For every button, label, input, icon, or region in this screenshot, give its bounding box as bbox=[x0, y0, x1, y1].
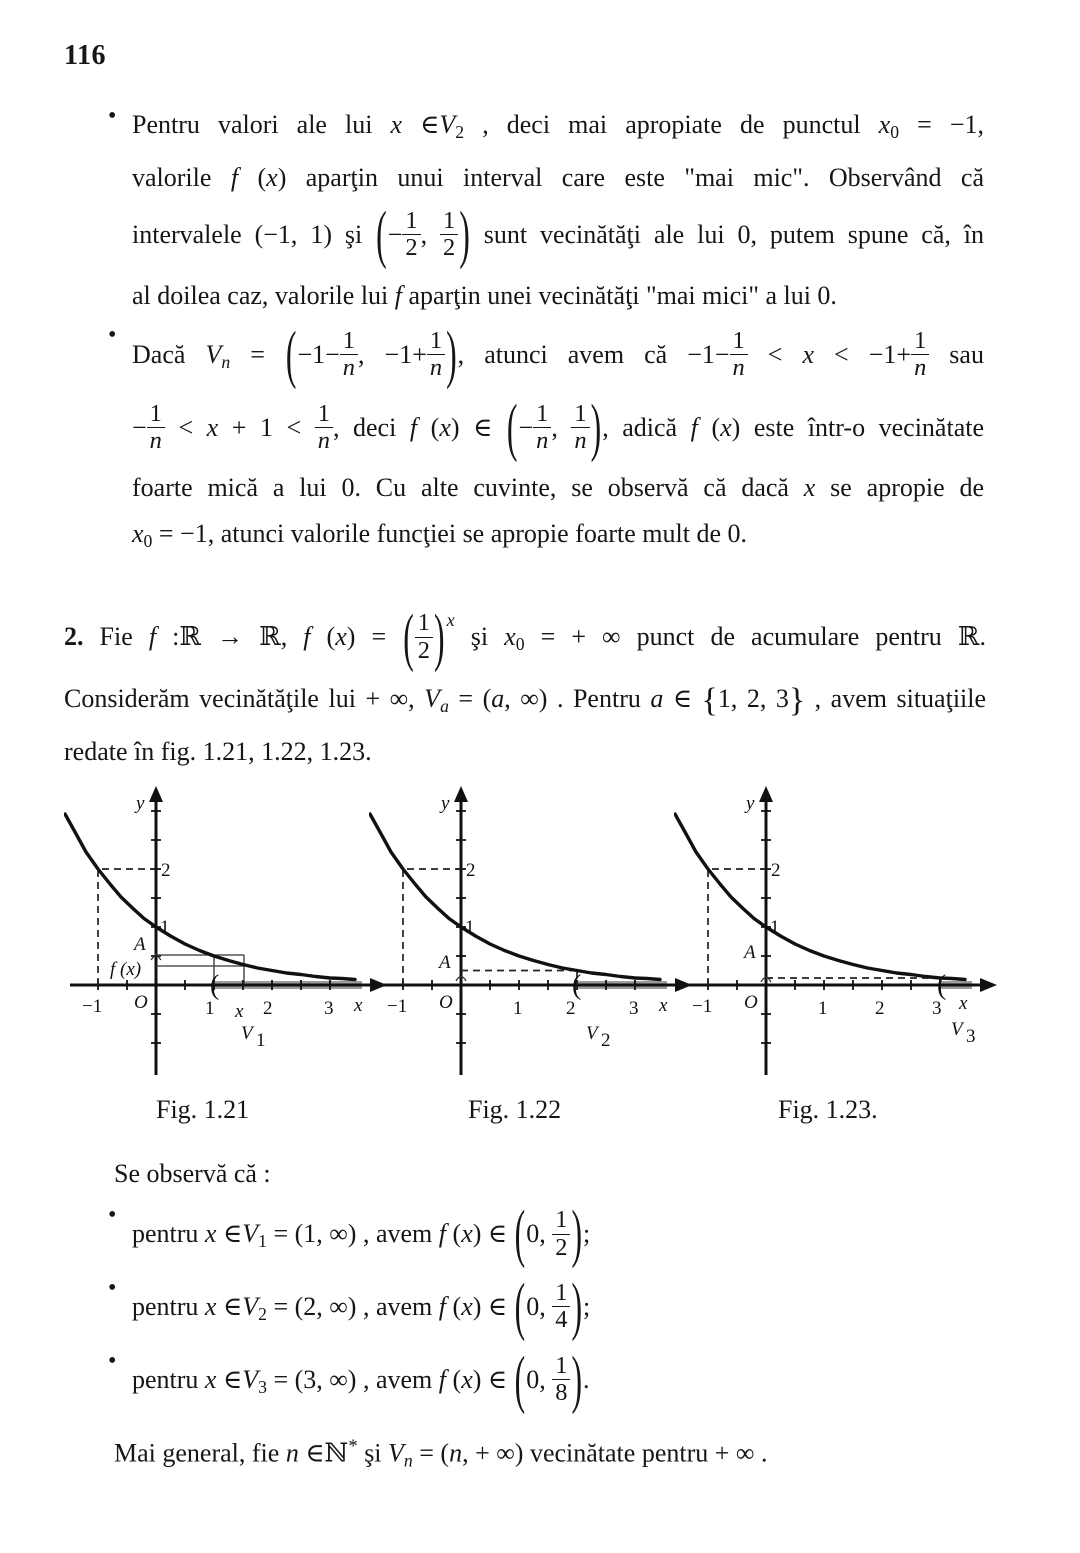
x-tick-label-1: 1 bbox=[513, 998, 523, 1020]
text-segment: ( bbox=[446, 1291, 462, 1321]
fraction: $\frac{1}{2}$ bbox=[552, 1207, 570, 1261]
text-segment: valorile bbox=[132, 162, 231, 192]
text-segment: f bbox=[690, 412, 698, 442]
y-tick-label-1: 1 bbox=[160, 917, 170, 939]
observation-heading bbox=[114, 1151, 1022, 1197]
text-segment: x bbox=[266, 162, 278, 192]
x-tick-label-3: 3 bbox=[324, 998, 334, 1020]
x-tick-label-2: 2 bbox=[263, 998, 273, 1020]
page-number: 116 bbox=[64, 40, 106, 71]
text-segment: ) aparţin unui interval care este "mai mic". Observând că bbox=[277, 162, 984, 192]
text-segment: f bbox=[438, 1291, 447, 1321]
text-segment: ( bbox=[446, 1219, 462, 1249]
text-segment: ( bbox=[310, 622, 336, 652]
text-segment: şi bbox=[357, 1437, 389, 1467]
y-tick-label-2: 2 bbox=[466, 860, 476, 882]
fraction: $\frac{1}{n}$ bbox=[340, 328, 358, 382]
y-axis-label: y bbox=[746, 793, 755, 815]
text-segment: −1− bbox=[297, 339, 340, 369]
text-segment: = (2, ∞) , avem bbox=[266, 1291, 439, 1321]
text-segment: n bbox=[403, 1449, 413, 1470]
point-a-label: A bbox=[439, 952, 451, 974]
text-segment: x bbox=[720, 412, 732, 442]
text-segment: ∈ bbox=[663, 684, 702, 714]
text-segment: ( bbox=[697, 412, 721, 442]
fraction: $\frac{1}{n}$ bbox=[571, 401, 589, 455]
sample-x-label: x bbox=[235, 1001, 244, 1023]
text-segment: f bbox=[394, 280, 403, 310]
text-segment: ( bbox=[514, 1197, 526, 1270]
exponential-curve bbox=[675, 814, 965, 980]
text-segment: pentru bbox=[132, 1364, 205, 1394]
text-segment: − bbox=[132, 412, 147, 442]
text-line bbox=[132, 155, 984, 201]
text-segment: foarte mică a lui 0. Cu alte cuvinte, se observă că dacă bbox=[132, 473, 804, 503]
figure-graph-1 bbox=[64, 785, 394, 1087]
text-segment: ) este într-o vecinătate bbox=[731, 412, 985, 442]
text-segment: n bbox=[449, 1437, 463, 1467]
text-line bbox=[132, 465, 984, 511]
fraction: $\frac{1}{n}$ bbox=[427, 328, 445, 382]
bullet-content-v3 bbox=[132, 1343, 984, 1418]
text-segment: , −1+ bbox=[358, 339, 427, 369]
text-segment: sunt vecinătăţi ale lui 0, putem spune că, în bbox=[470, 219, 984, 249]
text-segment: x bbox=[204, 1364, 217, 1394]
text-segment: ) bbox=[590, 390, 602, 463]
bullet-marker: • bbox=[108, 1347, 117, 1374]
bullet-item-v2 bbox=[108, 1270, 1022, 1345]
x-tick-label-2: 2 bbox=[875, 998, 885, 1020]
bullet-content-2 bbox=[132, 317, 985, 565]
text-segment: a bbox=[650, 684, 664, 714]
text-segment: ) bbox=[434, 600, 445, 673]
text-segment: 0, bbox=[526, 1219, 553, 1249]
text-segment: V bbox=[205, 339, 222, 369]
dashed-guide bbox=[403, 869, 461, 985]
general-statement bbox=[114, 1424, 1022, 1509]
text-segment: ( bbox=[417, 412, 440, 442]
text-segment: V bbox=[388, 1437, 404, 1467]
text-segment: = + ∞ punct de acumulare pentru ℝ. bbox=[524, 622, 986, 652]
text-segment: , atunci avem că −1− bbox=[457, 339, 730, 369]
point-a-label: A bbox=[134, 934, 146, 956]
captions-row bbox=[64, 1095, 1022, 1137]
text-segment: x bbox=[204, 1219, 217, 1249]
x-tick-label-2: 2 bbox=[566, 998, 576, 1020]
figure-caption-1: Fig. 1.21 bbox=[156, 1095, 250, 1125]
text-segment: = (1, ∞) , avem bbox=[266, 1219, 439, 1249]
problem-2-paragraph bbox=[64, 588, 986, 775]
text-segment: = −1, bbox=[899, 110, 985, 139]
x-axis-label: x bbox=[659, 995, 668, 1017]
text-segment: ) bbox=[459, 198, 470, 270]
x-tick-label-minus1: −1 bbox=[387, 996, 408, 1018]
text-segment: ∈ bbox=[216, 1364, 243, 1394]
text-segment: ) = bbox=[346, 622, 403, 652]
bullet-marker: • bbox=[108, 1275, 117, 1302]
bullet-item-v3 bbox=[108, 1343, 1022, 1418]
text-segment: x bbox=[803, 473, 816, 503]
x-tick-label-3: 3 bbox=[932, 998, 942, 1020]
text-line bbox=[132, 273, 984, 319]
bullet-item-1 bbox=[108, 102, 986, 319]
text-segment: ( bbox=[514, 1270, 526, 1342]
v3-label: V bbox=[951, 1019, 963, 1041]
text-segment: f bbox=[409, 412, 418, 442]
figure-graph-3 bbox=[674, 785, 1004, 1087]
fraction: $\frac{1}{n}$ bbox=[533, 401, 551, 455]
text-segment: , deci bbox=[332, 412, 410, 442]
text-segment: , bbox=[551, 412, 572, 442]
text-segment: 1, 2, 3 bbox=[717, 684, 789, 714]
text-line bbox=[64, 729, 986, 775]
text-segment: ( bbox=[403, 600, 414, 673]
text-segment: ( bbox=[506, 390, 518, 463]
text-segment: pentru bbox=[132, 1291, 205, 1321]
fx-label: f (x) bbox=[110, 959, 142, 981]
text-segment: ∈ bbox=[216, 1291, 243, 1321]
y-tick-label-1: 1 bbox=[465, 917, 475, 939]
y-tick-label-2: 2 bbox=[161, 860, 171, 882]
text-segment: Considerăm vecinătăţile lui + ∞, bbox=[64, 684, 425, 714]
fraction: $\frac{1}{2}$ bbox=[402, 208, 420, 262]
v1-sub: 1 bbox=[256, 1030, 266, 1052]
text-segment: < −1+ bbox=[814, 339, 912, 369]
text-segment: 1 bbox=[258, 1231, 267, 1252]
text-segment: + 1 < bbox=[218, 412, 315, 442]
y-axis-arrow bbox=[454, 786, 468, 802]
text-segment: ) bbox=[571, 1270, 583, 1342]
figures-row bbox=[64, 785, 1022, 1087]
text-segment: } bbox=[788, 682, 806, 720]
text-segment: 0 bbox=[890, 121, 900, 142]
figure-caption-3: Fig. 1.23. bbox=[778, 1095, 878, 1125]
text-segment: a bbox=[491, 684, 505, 714]
text-segment: ( bbox=[376, 198, 387, 270]
text-segment: x bbox=[390, 110, 403, 139]
text-segment: ) ∈ bbox=[472, 1364, 514, 1394]
text-segment: , + ∞) vecinătate pentru + ∞ . bbox=[462, 1437, 768, 1467]
open-bracket: ( bbox=[937, 970, 947, 1002]
v2-label: V bbox=[586, 1023, 598, 1045]
text-segment: * bbox=[348, 1435, 358, 1457]
text-segment: x bbox=[132, 519, 144, 549]
text-line bbox=[132, 198, 984, 273]
text-segment: ) bbox=[446, 317, 457, 390]
text-segment: x bbox=[446, 610, 455, 631]
text-segment: − bbox=[387, 219, 403, 249]
dashed-guide bbox=[708, 869, 766, 985]
text-segment: 2. bbox=[64, 622, 84, 652]
x-axis-arrow bbox=[980, 978, 997, 992]
bullet-content-v2 bbox=[132, 1270, 984, 1345]
text-segment: = (3, ∞) , avem bbox=[266, 1364, 439, 1394]
text-segment: < bbox=[747, 339, 803, 369]
text-segment: ∈ bbox=[402, 110, 440, 139]
text-segment: Fie bbox=[83, 622, 149, 652]
text-segment: V bbox=[242, 1291, 259, 1321]
text-segment: ( bbox=[514, 1343, 526, 1415]
v3-sub: 3 bbox=[966, 1026, 976, 1048]
text-segment: x bbox=[802, 339, 815, 369]
text-segment: ) ∈ bbox=[472, 1291, 514, 1321]
y-axis-label: y bbox=[441, 793, 450, 815]
y-tick-label-1: 1 bbox=[770, 917, 780, 939]
text-segment: x bbox=[204, 1291, 217, 1321]
text-segment: 2 bbox=[455, 121, 465, 142]
text-segment: ( bbox=[285, 317, 297, 390]
text-line bbox=[64, 676, 986, 729]
text-segment: x bbox=[439, 412, 451, 442]
text-segment: 0, bbox=[526, 1291, 553, 1321]
figure-graph-2 bbox=[369, 785, 699, 1087]
text-segment: = −1, atunci valorile funcţiei se apropie foarte mult de 0. bbox=[152, 519, 748, 549]
text-segment: redate în fig. 1.21, 1.22, 1.23. bbox=[64, 737, 372, 767]
text-segment: 0 bbox=[515, 634, 525, 655]
text-segment: 0, bbox=[526, 1364, 553, 1394]
text-segment: . bbox=[583, 1364, 590, 1394]
x-tick-label-1: 1 bbox=[818, 998, 828, 1020]
fraction: $\frac{1}{n}$ bbox=[911, 328, 929, 382]
v2-sub: 2 bbox=[601, 1030, 611, 1052]
text-line bbox=[132, 1197, 984, 1272]
text-segment: x bbox=[335, 622, 347, 652]
figure-caption-2: Fig. 1.22 bbox=[468, 1095, 562, 1125]
text-line bbox=[132, 1343, 984, 1418]
text-segment: ) ∈ bbox=[472, 1219, 514, 1249]
text-line bbox=[132, 1270, 984, 1345]
text-segment: ; bbox=[583, 1219, 591, 1249]
text-segment: n bbox=[221, 351, 231, 372]
text-segment: , adică bbox=[602, 412, 691, 442]
text-line bbox=[132, 390, 985, 466]
text-segment: 0 bbox=[143, 531, 153, 552]
bullet-item-2 bbox=[108, 317, 986, 565]
text-segment: se apropie de bbox=[815, 473, 984, 503]
text-segment: ) bbox=[571, 1197, 583, 1270]
fraction: $\frac{1}{4}$ bbox=[552, 1280, 570, 1334]
open-bracket: ( bbox=[210, 970, 220, 1002]
x-axis-label: x bbox=[354, 995, 363, 1017]
fraction: $\frac{1}{n}$ bbox=[315, 401, 333, 455]
text-segment: Se observă că : bbox=[114, 1159, 271, 1189]
text-segment: pentru bbox=[132, 1219, 205, 1249]
text-segment: V bbox=[242, 1364, 259, 1394]
fraction: $\frac{1}{n}$ bbox=[730, 328, 748, 382]
text-line bbox=[132, 102, 984, 155]
text-segment: n bbox=[285, 1437, 299, 1467]
text-segment: x bbox=[461, 1291, 473, 1321]
text-segment: f bbox=[303, 622, 311, 652]
y-tick-label-2: 2 bbox=[771, 860, 781, 882]
text-segment: şi bbox=[454, 622, 505, 652]
text-segment: x bbox=[206, 412, 219, 442]
text-segment: x bbox=[504, 622, 516, 652]
content-block bbox=[64, 102, 986, 775]
text-segment: , bbox=[420, 219, 441, 249]
text-segment: a bbox=[440, 696, 449, 717]
origin-label: O bbox=[744, 992, 758, 1014]
text-segment: { bbox=[701, 682, 718, 720]
origin-label: O bbox=[439, 992, 453, 1014]
y-axis-arrow bbox=[149, 786, 163, 802]
text-segment: , avem situaţiile bbox=[805, 684, 987, 714]
x-tick-label-minus1: −1 bbox=[82, 996, 103, 1018]
fraction: $\frac{1}{n}$ bbox=[147, 401, 165, 455]
text-segment: f bbox=[438, 1219, 447, 1249]
text-segment: sau bbox=[929, 339, 984, 369]
text-segment: = ( bbox=[412, 1437, 450, 1467]
text-segment: al doilea caz, valorile lui bbox=[132, 280, 395, 310]
v1-label: V bbox=[241, 1023, 253, 1045]
x-tick-label-minus1: −1 bbox=[692, 996, 713, 1018]
x-tick-label-1: 1 bbox=[205, 998, 215, 1020]
bullet-marker: • bbox=[108, 103, 117, 129]
text-segment: f bbox=[230, 162, 239, 192]
open-bracket: ( bbox=[572, 970, 582, 1002]
text-segment: V bbox=[242, 1219, 259, 1249]
bullet-marker: • bbox=[108, 321, 117, 348]
bullet-marker: • bbox=[108, 1202, 117, 1229]
text-segment: ; bbox=[583, 1291, 591, 1321]
text-segment: V bbox=[424, 684, 441, 714]
text-segment: Pentru valori ale lui bbox=[132, 110, 391, 139]
text-line bbox=[132, 317, 984, 394]
exponential-curve bbox=[65, 814, 355, 980]
origin-label: O bbox=[134, 992, 148, 1014]
text-segment: − bbox=[518, 412, 534, 442]
fraction: $\frac{1}{8}$ bbox=[552, 1353, 570, 1407]
text-segment: :ℝ → ℝ, bbox=[156, 622, 304, 652]
text-segment: ( bbox=[446, 1364, 462, 1394]
x-axis-label: x bbox=[959, 993, 968, 1015]
x-tick-label-3: 3 bbox=[629, 998, 639, 1020]
text-segment: ( bbox=[238, 162, 267, 192]
text-segment: x bbox=[878, 110, 891, 139]
text-segment: aparţin unei vecinătăţi "mai mici" a lui 0. bbox=[402, 280, 837, 310]
fraction: $\frac{1}{2}$ bbox=[440, 208, 458, 262]
point-a-label: A bbox=[744, 942, 756, 964]
text-segment: x bbox=[461, 1364, 473, 1394]
text-segment: ∈ℕ bbox=[298, 1437, 349, 1467]
text-segment: Mai general, fie bbox=[114, 1437, 286, 1467]
text-segment: ) bbox=[571, 1343, 583, 1415]
text-segment: f bbox=[438, 1364, 447, 1394]
text-segment: 2 bbox=[258, 1303, 267, 1324]
text-segment: 3 bbox=[258, 1376, 267, 1397]
text-segment: f bbox=[148, 622, 157, 652]
text-segment: Dacă bbox=[132, 339, 206, 369]
text-segment: = bbox=[230, 339, 285, 369]
y-axis-arrow bbox=[759, 786, 773, 802]
bullet-content-1 bbox=[132, 102, 984, 319]
text-segment: = ( bbox=[448, 684, 492, 714]
fraction: $\frac{1}{2}$ bbox=[415, 610, 433, 664]
exponential-curve bbox=[370, 814, 660, 980]
text-segment: intervalele (−1, 1) şi bbox=[132, 219, 376, 249]
text-line bbox=[132, 511, 984, 564]
text-line bbox=[64, 588, 986, 676]
y-axis-label: y bbox=[136, 793, 145, 815]
text-segment: , ∞) . Pentru bbox=[504, 684, 651, 714]
text-segment: ) ∈ bbox=[450, 412, 506, 442]
text-segment: x bbox=[461, 1219, 473, 1249]
bullet-content-v1 bbox=[132, 1197, 984, 1272]
bullet-item-v1 bbox=[108, 1197, 1022, 1272]
text-segment: ∈ bbox=[216, 1219, 243, 1249]
text-segment: , deci mai apropiate de punctul bbox=[464, 110, 879, 139]
text-segment: V bbox=[439, 110, 456, 139]
text-segment: < bbox=[164, 412, 207, 442]
